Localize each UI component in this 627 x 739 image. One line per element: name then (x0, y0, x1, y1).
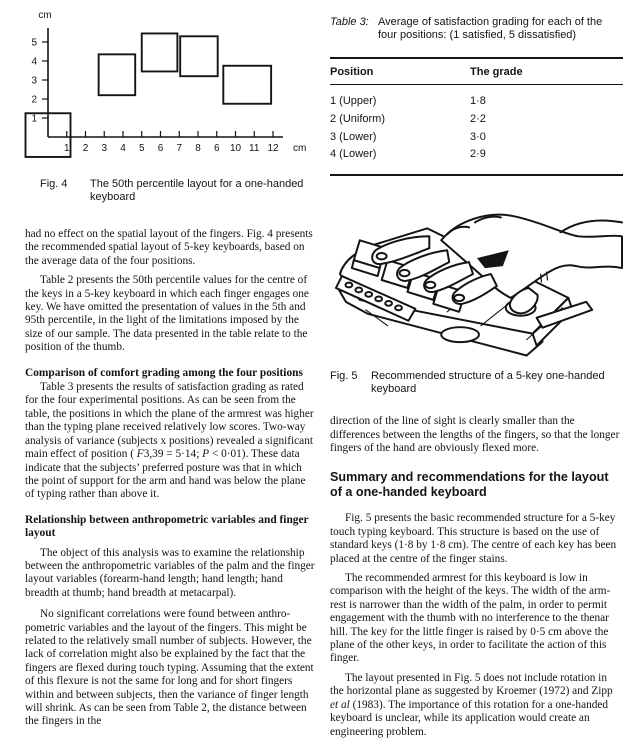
right-paragraph-3: The recommended armrest for this keyboard is low in comparison with the height of the keys. The width of the arm-rest is narrower than the width of the palm, in order to permit engagement with the thumb with no interference to the thenar hill. The key for the little finger is raised by 0·5 cm above the plane of the other keys, in order to facilitate the action of this finger. (330, 572, 611, 665)
svg-text:3: 3 (101, 143, 108, 154)
svg-text:8: 8 (195, 143, 201, 154)
table3-bottom-rule (330, 174, 623, 176)
table-row (330, 93, 623, 111)
p3-f-symbol: F (136, 448, 144, 461)
svg-text:2: 2 (31, 94, 37, 106)
little-key (223, 66, 271, 104)
left-paragraph-2: Table 2 presents the 50th percentile values for the centre of the keys in a 5-key keyboard in which each finger engages one key. We have omitted the presentation of values in the 5th and 95th percentile, in the light of the limitations imposed by the size of our sample. The data presented in the table relate to the position of the thumb. (25, 274, 309, 354)
right-column (330, 0, 623, 739)
middle-key (142, 33, 178, 71)
left-paragraph-1: had no effect on the spatial layout of the fingers. Fig. 4 presents the recommended spatial layout of 5-key keyboards, based on the average data of the four positions. (25, 228, 313, 267)
table-row (330, 129, 623, 147)
cell-position: 4 (Lower) (330, 148, 377, 161)
fig5-caption (330, 370, 623, 396)
right-paragraph-1: direction of the line of sight is clearly smaller than the differences between the lengths of the fingers, so that the longer fingers of the hand are obviously flexed more. (330, 415, 620, 454)
fig5-hand-keyboard-illustration (330, 206, 623, 356)
svg-text:3: 3 (31, 75, 37, 87)
left-paragraph-3 (25, 381, 316, 502)
svg-text:6: 6 (213, 143, 220, 154)
cell-grade: 1·8 (470, 95, 486, 107)
p3-seg1: Table 3 presents the results of satisfaction grading as rated for the four experimental positions. As can be seen from the table, the positions in which the plane of the armrest was higher than the typing plane received relatively low scores. Two-way analysis of variance (subjects x positions) revealed a significant main effect of position ( (25, 381, 314, 461)
table3-caption (330, 16, 623, 42)
cell-grade: 3·0 (470, 130, 486, 143)
ring-key (180, 36, 218, 76)
table3-caption-text: Average of satisfaction grading for each of the four positions: (1 satisfied, 5 dissatisfied) (378, 16, 603, 41)
svg-text:4: 4 (120, 143, 126, 154)
right-paragraph-2: Fig. 5 presents the basic recommended structure for a 5-key touch typing keyboard. This structure is based on the use of standard keys (1·8 by 1·8 cm). The centre of each key has been placed at the centre of the finger stains. (330, 512, 617, 565)
p3-seg3: < 0·01). These data indicate that the subjects’ preferred posture was that in which the point of support for the arm and hand was below the plane of typing rather than above it. (25, 448, 306, 501)
svg-text:5: 5 (138, 143, 145, 154)
svg-text:2: 2 (82, 143, 89, 154)
svg-text:1: 1 (31, 113, 37, 125)
section-heading-comfort-grading: Comparison of comfort grading among the four positions (25, 366, 303, 379)
table3-col-position: Position (330, 66, 374, 78)
svg-text:1: 1 (63, 143, 70, 154)
svg-text:12: 12 (267, 143, 279, 154)
svg-text:11: 11 (249, 143, 260, 154)
right-paragraph-4 (330, 672, 623, 739)
p3-p-symbol: P (202, 448, 210, 461)
svg-text:cm: cm (38, 10, 52, 21)
table3-caption-label: Table 3: (330, 16, 369, 28)
cell-position: 2 (Uniform) (330, 112, 386, 125)
p4-seg2: (1983). The importance of this rotation for a one-handed keyboard is unclear, while its application would create an engineering problem. (330, 698, 609, 738)
p4-seg1: The layout presented in Fig. 5 does not include rotation in the horizontal plane as suggested by Kroemer (1972) and Zipp (330, 671, 613, 698)
p4-etal: et al (330, 698, 350, 711)
table-row (330, 146, 623, 164)
svg-text:cm: cm (293, 143, 307, 154)
fig5-caption-label: Fig. 5 (330, 370, 358, 383)
table-3 (330, 57, 623, 176)
section-heading-summary: Summary and recommendations for the layout of a one-handed keyboard (330, 470, 609, 500)
cell-grade: 2·2 (470, 112, 486, 125)
left-paragraph-5: No significant correlations were found between anthro-pometric variables and the layout of the fingers. This might be related to the relatively small number of subjects. However, the lack of correlation might also be explained by the fact that the fingers are flexed during touch typing. Assuming that the extent of this flexure is not the same for long and for short fingers within and between subjects, then the variance of finger length will shrink. As can be seen from Table 2, the distance between the fingers in the (25, 608, 314, 728)
cell-position: 3 (Lower) (330, 130, 377, 143)
svg-text:6: 6 (157, 143, 164, 154)
fig4-caption-label: Fig. 4 (40, 178, 68, 190)
svg-text:4: 4 (31, 56, 37, 68)
left-paragraph-4: The object of this analysis was to examine the relationship between the anthropometric variables of the palm and the finger layout variables (forearm-hand length; hand length; hand breadth at thumb; hand breadth at metacarpal). (25, 546, 315, 599)
index-key (99, 54, 136, 95)
left-column (25, 0, 316, 729)
table3-body (330, 85, 623, 174)
svg-text:7: 7 (176, 143, 183, 154)
table3-header-row (330, 59, 623, 84)
p3-seg2: 3,39 = 5·14; (143, 448, 203, 461)
fig4-key-layout-plot (17, 2, 315, 170)
table-row (330, 111, 623, 129)
svg-text:5: 5 (31, 37, 37, 49)
section-heading-anthropometric: Relationship between anthropometric variables and finger layout (25, 513, 309, 540)
cell-position: 1 (Upper) (330, 95, 377, 107)
table3-col-grade: The grade (470, 66, 523, 78)
fig5-caption-text: Recommended structure of a 5-key one-handed keyboard (371, 370, 605, 396)
svg-text:10: 10 (229, 143, 242, 154)
cell-grade: 2·9 (470, 148, 486, 161)
fig4-caption (40, 178, 316, 204)
fig4-caption-text: The 50th percentile layout for a one-handed keyboard (90, 178, 304, 203)
